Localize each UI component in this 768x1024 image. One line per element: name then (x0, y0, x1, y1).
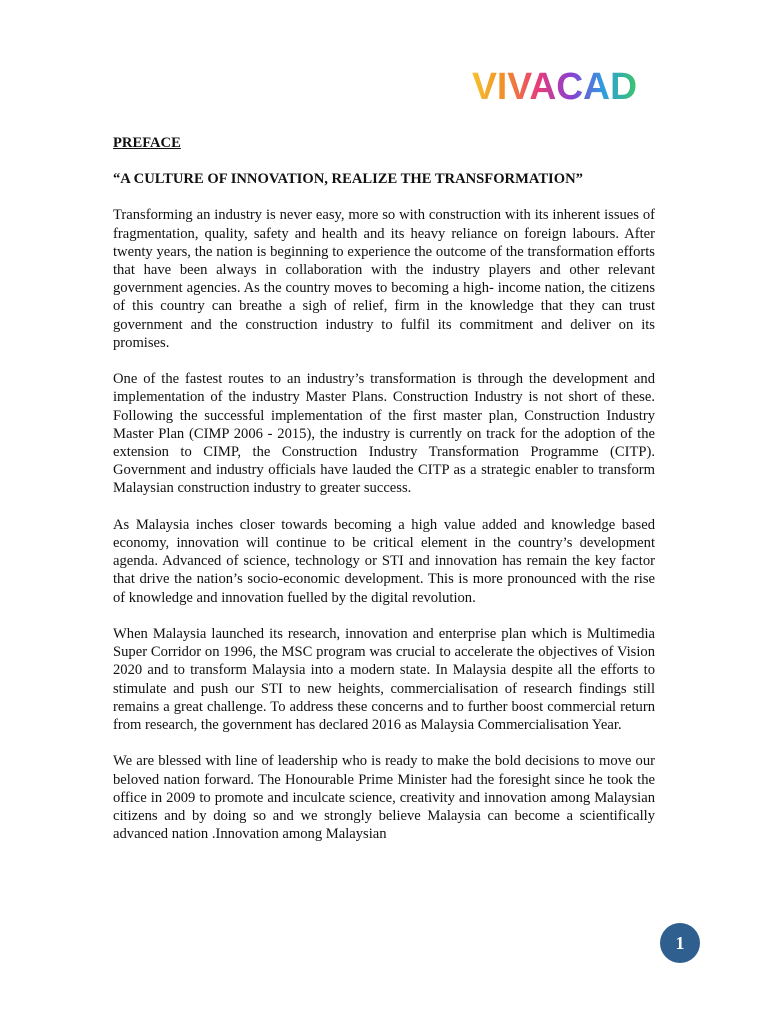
subtitle: “A CULTURE OF INNOVATION, REALIZE THE TRANSFORMATION” (113, 171, 583, 188)
paragraph: We are blessed with line of leadership who is ready to make the bold decisions to move our beloved nation forward. The Honourable Prime Minister had the foresight since he took the office in 2009 to promote and inculcate science, creativity and innovation among Malaysian citizens and by doing so and we strongly believe Malaysia can become a scientifically advanced nation .Innovation among Malaysian (113, 753, 655, 843)
page-title: PREFACE (113, 135, 181, 151)
page-number-badge: 1 (660, 923, 700, 963)
paragraph: One of the fastest routes to an industry’s transformation is through the development and implementation of the industry Master Plans. Construction Industry is not short of these. Following the successful implementation of the first master plan, Construction Industry Master Plan (CIMP 2006 - 2015), the industry is currently on track for the adoption of the extension to CIMP, the Construction Industry Transformation Programme (CITP). Government and industry officials have lauded the CITP as a strategic enabler to transform Malaysian construction industry to greater success. (113, 371, 655, 497)
paragraph: When Malaysia launched its research, innovation and enterprise plan which is Multimedia Super Corridor on 1996, the MSC program was crucial to accelerate the objectives of Vision 2020 and to transform Malaysia into a modern state. In Malaysia despite all the efforts to stimulate and push our STI to new heights, commercialisation of research findings still remains a great challenge. To address these concerns and to further boost commercial return from research, the government has declared 2016 as Malaysia Commercialisation Year. (113, 626, 655, 734)
paragraph: Transforming an industry is never easy, more so with construction with its inherent issues of fragmentation, quality, safety and health and its heavy reliance on foreign labours. After twenty years, the nation is beginning to experience the outcome of the transformation efforts that have been always in collaboration with the industry players and other relevant government agencies. As the country moves to becoming a high- income nation, the citizens of this country can breathe a sigh of relief, firm in the knowledge that they can trust government and the construction industry to fulfil its commitment and deliver on its promises. (113, 207, 655, 351)
vivacad-logo (472, 66, 642, 106)
logo-text: VIVACAD (472, 66, 637, 106)
paragraph: As Malaysia inches closer towards becoming a high value added and knowledge based economy, innovation will continue to be critical element in the country’s development agenda. Advanced of science, technology or STI and innovation has remain the key factor that drive the nation’s socio-economic development. This is more pronounced with the rise of knowledge and innovation fuelled by the digital revolution. (113, 516, 655, 606)
document-body (113, 134, 655, 862)
